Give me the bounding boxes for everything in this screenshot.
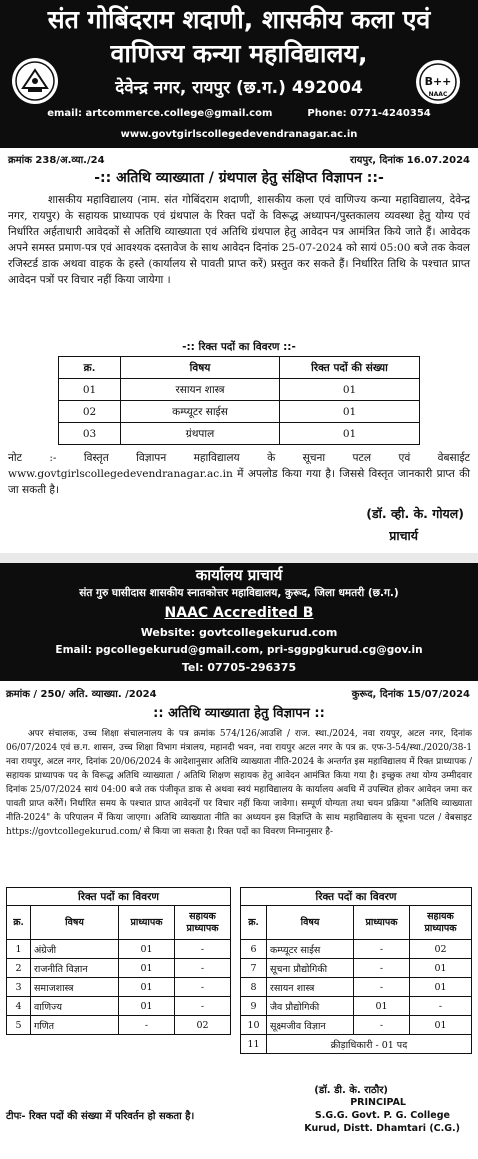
table-row <box>59 379 420 401</box>
advertisement-divider <box>0 553 478 563</box>
reference-number: क्रमांक / 250/ अति. व्याख्या. /2024 <box>6 689 157 700</box>
cell-serial: 6 <box>241 940 267 959</box>
signatory-location: Kurud, Distt. Dhamtari (C.G.) <box>304 1123 460 1134</box>
cell-serial: 4 <box>7 997 31 1016</box>
advertisement-body <box>6 727 472 839</box>
cell-serial: 11 <box>241 1035 267 1054</box>
college-phone: Phone: 0771-4240354 <box>307 108 431 119</box>
cell-serial: 10 <box>241 1016 267 1035</box>
table-row <box>241 978 472 997</box>
table-row <box>7 940 231 959</box>
vacancy-table <box>58 356 420 445</box>
table-row <box>59 401 420 423</box>
college-header-banner <box>0 563 478 681</box>
table-caption: रिक्त पदों का विवरण <box>241 888 472 906</box>
cell-assistant: 02 <box>410 940 472 959</box>
college-email: email: artcommerce.college@gmail.com <box>47 108 273 119</box>
vacancy-table-left <box>6 887 231 1035</box>
cell-subject: गणित <box>31 1016 119 1035</box>
cell-serial: 02 <box>59 401 121 423</box>
cell-subject: रसायन शास्त्र <box>267 978 354 997</box>
cell-serial: 5 <box>7 1016 31 1035</box>
body-paragraph: शासकीय महाविद्यालय (नाम. संत गोबिंदराम शदाणी, शासकीय कला एवं वाणिज्य कन्या महाविद्यालय, देवेन्द्र नगर, रायपुर) के सहायक प्राध्यापक एवं ग्रंथपाल के रिक्त पदों के विरूद्ध अध्यापन/पुस्तकालय व्यवस्था हेतु योग्य एवं निर्धारित अर्हताधारी आवेदकों से अतिथि व्याख्याता एवं अतिथि ग्रंथपाल हेतु आवेदन पत्र आमंत्रित किये जाते हैं। आवेदक अपने समस्त प्रमाण-पत्र एवं आवश्यक दस्तावेज के साथ आवेदन दिनांक 25-07-2024 को सायं 05:00 बजे तक केवल रजिस्टर्ड डाक अथवा वाहक के हस्ते (कार्यालय से पावती प्राप्त करें) प्रस्तुत कर सकते हैं। निर्धारित तिथि के पश्चात प्राप्त आवेदन पत्रों पर विचार नहीं किया जायेगा । <box>8 194 470 286</box>
table-row <box>59 423 420 445</box>
table-row <box>241 997 472 1016</box>
cell-subject: सूचना प्रौद्योगिकी <box>267 959 354 978</box>
signatory-college: S.G.G. Govt. P. G. College <box>314 1110 450 1121</box>
reference-number: क्रमांक 238/अ.व्या./24 <box>8 155 105 166</box>
naac-grade: B++ <box>424 75 452 88</box>
cell-serial: 9 <box>241 997 267 1016</box>
advertisement-note: नोट :- विस्तृत विज्ञापन महाविद्यालय के सूचना पटल एवं वेबसाईट www.govtgirlscollegedevendranagar.ac.in में अपलोड किया गया है। जिससे विस्तृत जानकारी प्राप्त की जा सकती है। <box>8 452 470 496</box>
college-phone: Tel: 07705-296375 <box>181 661 297 674</box>
col-serial: क्र. <box>7 906 31 940</box>
cell-professor: - <box>354 1016 410 1035</box>
signatory-name: (डॉ. डी. के. राठौर) <box>314 1085 388 1096</box>
cell-assistant: 01 <box>410 1016 472 1035</box>
cell-subject: समाजशास्त्र <box>31 978 119 997</box>
table-row <box>241 1016 472 1035</box>
cell-serial: 1 <box>7 940 31 959</box>
college-website: www.govtgirlscollegedevendranagar.ac.in <box>120 129 358 140</box>
table-row <box>7 978 231 997</box>
cell-professor: 01 <box>119 978 175 997</box>
cell-assistant: 01 <box>410 978 472 997</box>
cell-professor: 01 <box>119 997 175 1016</box>
cell-sports-officer: क्रीड़ाधिकारी - 01 पद <box>267 1035 472 1054</box>
table-row <box>7 997 231 1016</box>
cell-subject: सूक्ष्मजीव विज्ञान <box>267 1016 354 1035</box>
cell-serial: 7 <box>241 959 267 978</box>
table-row <box>241 940 472 959</box>
col-serial: क्र. <box>59 357 121 379</box>
college-name-line-1: संत गोबिंदराम शदाणी, शासकीय कला एवं <box>47 5 431 34</box>
cell-subject: कम्प्यूटर साईस <box>267 940 354 959</box>
advertisement-kurud <box>0 563 478 1159</box>
college-website: Website: govtcollegekurud.com <box>140 626 338 639</box>
naac-label: NAAC <box>428 91 448 98</box>
cell-assistant: 02 <box>175 1016 231 1035</box>
col-posts: रिक्त पदों की संख्या <box>280 357 420 379</box>
cell-professor: - <box>119 1016 175 1035</box>
cell-serial: 8 <box>241 978 267 997</box>
table-row <box>7 1016 231 1035</box>
cell-subject: रसायन शास्त्र <box>121 379 280 401</box>
cell-serial: 2 <box>7 959 31 978</box>
table-caption: रिक्त पदों का विवरण <box>7 888 231 906</box>
cell-professor: - <box>354 978 410 997</box>
cell-serial: 03 <box>59 423 121 445</box>
col-subject: विषय <box>31 906 119 940</box>
vacancy-heading: -:: रिक्त पदों का विवरण ::- <box>182 341 296 353</box>
col-assistant-professor: सहायक प्राध्यापक <box>410 906 472 940</box>
cell-subject: कम्प्यूटर साईस <box>121 401 280 423</box>
cell-posts: 01 <box>280 423 420 445</box>
col-subject: विषय <box>267 906 354 940</box>
table-row <box>7 959 231 978</box>
college-header-banner <box>0 0 478 148</box>
cell-assistant: - <box>410 997 472 1016</box>
contact-line <box>0 107 478 121</box>
naac-badge-icon <box>414 58 462 106</box>
advertisement-title: :: अतिथि व्याख्याता हेतु विज्ञापन :: <box>153 706 325 721</box>
cell-posts: 01 <box>280 401 420 423</box>
col-subject: विषय <box>121 357 280 379</box>
cell-serial: 01 <box>59 379 121 401</box>
naac-accreditation: NAAC Accredited B <box>164 605 314 621</box>
col-serial: क्र. <box>241 906 267 940</box>
cell-subject: वाणिज्य <box>31 997 119 1016</box>
cell-professor: - <box>354 940 410 959</box>
office-title: कार्यालय प्राचार्य <box>195 566 283 584</box>
cell-assistant: 01 <box>410 959 472 978</box>
advertisement-title: -:: अतिथि व्याख्याता / ग्रंथपाल हेतु संक्षिप्त विज्ञापन ::- <box>94 170 384 186</box>
cell-assistant: - <box>175 978 231 997</box>
cell-serial: 3 <box>7 978 31 997</box>
cell-posts: 01 <box>280 379 420 401</box>
col-assistant-professor: सहायक प्राध्यापक <box>175 906 231 940</box>
issue-date: कुरूद, दिनांक 15/07/2024 <box>351 689 470 700</box>
cell-professor: 01 <box>354 997 410 1016</box>
cell-professor: - <box>354 959 410 978</box>
vacancy-table-right <box>240 887 472 1054</box>
cell-subject: ग्रंथपाल <box>121 423 280 445</box>
advertisement-tip: टीपः- रिक्त पदों की संख्या में परिवर्तन हो सकता है। <box>6 1111 195 1122</box>
signatory-designation: प्राचार्य <box>389 528 418 543</box>
cell-assistant: - <box>175 959 231 978</box>
college-name: संत गुरु घासीदास शासकीय स्नातकोत्तर महाविद्यालय, कुरूद, जिला धमतरी (छ.ग.) <box>79 587 399 599</box>
col-professor: प्राध्यापक <box>119 906 175 940</box>
body-paragraph: अपर संचालक, उच्च शिक्षा संचालनालय के पत्र क्रमांक 574/126/आउशि / राज. स्था./2024, नवा रायपुर, अटल नगर, दिनांक 06/07/2024 एवं छ.ग. शासन, उच्च शिक्षा विभाग मंत्रालय, महानदी भवन, नवा रायपुर अटल नगर के पत्र क्र. एफ-3-54/स्था./2020/38-1 नवा रायपुर, अटल नगर, दिनांक 20/06/2024 के आदेशानुसार अतिथि व्याख्याता नीति-2024 के अन्तर्गत इस महाविद्यालय में रिक्त प्राध्यापक / सहायक प्राध्यापक पद के विरूद्ध अतिथि व्याख्याता / अतिथि शिक्षण सहायक हेतु आवेदन आमंत्रित किया गया है। इच्छुक तथा योग्य उम्मीदवार दिनांक 25/07/2024 सायं 04:00 बजे तक पंजीकृत डाक से अथवा स्वयं महाविद्यालय के कार्यालय अवधि में उपस्थित होकर आवेदन जमा कर पावती प्राप्त करेंगें। निर्धारित समय के पश्चात प्राप्त आवेदनों पर विचार नहीं किया जावेगा। सम्पूर्ण योग्यता तथा चयन प्रक्रिया "अतिथि व्याख्याता नीति-2024" के परिपालन में किया जाएगा। अतिथि व्याख्याता नीति का अध्ययन इस विज्ञप्ति के साथ महाविद्यालय के सूचना पटल / वेबसाइट https://govtcollegekurud.com/ से किया जा सकता है। रिक्त पदों का विवरण निम्नानुसार है- <box>6 729 472 837</box>
cell-professor: 01 <box>119 959 175 978</box>
cell-subject: अंग्रेजी <box>31 940 119 959</box>
col-professor: प्राध्यापक <box>354 906 410 940</box>
cell-assistant: - <box>175 997 231 1016</box>
table-row <box>241 1035 472 1054</box>
college-name-line-2: वाणिज्य कन्या महाविद्यालय, <box>110 39 368 68</box>
signatory-name: (डॉ. व्ही. के. गोयल) <box>366 506 464 521</box>
signatory-designation: PRINCIPAL <box>350 1097 406 1108</box>
table-row <box>241 959 472 978</box>
college-address: देवेन्द्र नगर, रायपुर (छ.ग.) 492004 <box>115 78 363 98</box>
issue-date: रायपुर, दिनांक 16.07.2024 <box>350 155 470 166</box>
advertisement-body <box>8 192 470 288</box>
advertisement-devendra-nagar <box>0 0 478 553</box>
college-email: Email: pgcollegekurud@gmail.com, pri-sggpgkurud.cg@gov.in <box>55 644 423 656</box>
cell-assistant: - <box>175 940 231 959</box>
cell-subject: जैव प्रौद्योगिकी <box>267 997 354 1016</box>
cell-professor: 01 <box>119 940 175 959</box>
college-emblem-icon <box>10 56 60 106</box>
cell-subject: राजनीति विज्ञान <box>31 959 119 978</box>
